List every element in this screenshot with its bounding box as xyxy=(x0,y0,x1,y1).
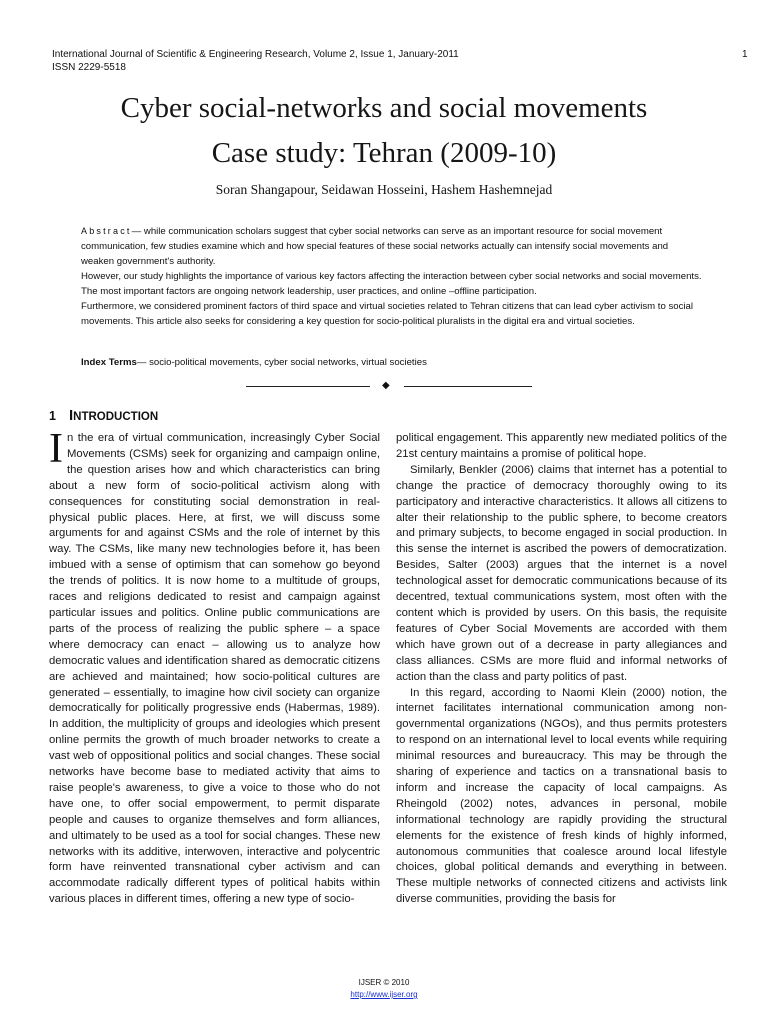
abstract xyxy=(81,224,702,329)
abstract-text-1: — while communication scholars suggest that cyber social networks can serve as an important resource for social movement communication, few studies examine which and how special features of these social networks actually can intensify social movements and weaken government's authority. xyxy=(81,226,669,267)
abstract-text-3: Furthermore, we considered prominent factors of third space and virtual societies related to Tehran citizens that can lead cyber activism to social movements. This article also seeks for considering a key question for socio-political pluralists in the digital era and virtual societies. xyxy=(81,301,693,327)
divider-right xyxy=(404,386,532,387)
index-terms-label: Index Terms xyxy=(81,357,137,368)
intro-paragraph-continued: political engagement. This apparently new mediated politics of the 21st century maintains a promise of political hope. xyxy=(396,432,727,460)
section-heading xyxy=(49,407,158,424)
section-title-rest: NTRODUCTION xyxy=(73,411,159,423)
intro-paragraph-benkler: Similarly, Benkler (2006) claims that internet has a potential to change the practice of democracy thoroughly owing to its participatory and interactive characteristics. It allows all citizens to alter their relationship to the public sphere, to become creators and primary subjects, to become engaged in social production. In this sense the internet is ascribed the powers of democratization. Besides, Salter (2003) argues that the internet is a novel technological asset for democratic communications because of its decentred, textual communications system, most often with the content which is provided by users. On this basis, the requisite features of Cyber Social Movements are accorded with them which have grown out of a decrease in party allegiances and class alliances. CSMs are more fluid and informal networks of action than the class and party politics of past. xyxy=(396,463,727,683)
left-column xyxy=(49,426,380,908)
paper-title-line2: Case study: Tehran (2009-10) xyxy=(211,137,557,169)
intro-paragraph-1: n the era of virtual communication, increasingly Cyber Social Movements (CSMs) seek for organizing and campaign online, the question arises how and which characteristics can bring about a new form of socio-political activism along with consequences for constituting social demonstration in real-physical public places. Here, at first, we will discuss some arguments for and against CSMs and the role of internet by this way. The CSMs, like many new technologies before it, has been imbued with a sense of optimism that can somehow go beyond the trends of politics. It is now home to a multitude of groups, races and religions dedicated to resist and campaign against particular issues and politics. Online public communications are parts of the process of realizing the public sphere – a space where democracy can enact – allowing us to analyze how democratic values and identification shared as democratic citizens are achieved and maintained; how socio-political cultures are generated – essentially, to imagine how civil society can organize democratically for politically progressive ends (Habermas, 1989). In addition, the multiplicity of groups and ideologies which present online permits the growth of much broader networks to create a vast web of oppositional politics and social changes. These social networks have become base to mediated activity that aims to raise people's awareness, to give a voice to those who do not have one, to offer social empowerment, to permit disparate people and causes to organize themselves and form alliances, and ultimately to be used as a tool for social changes. These new networks with its additive, interwoven, interactive and polycentric form have reinvented transnational cyber activism and can accommodate radically different types of political habits within various places in different times, offering a new type of socio- xyxy=(49,432,380,906)
index-terms xyxy=(81,357,427,368)
section-title-initial: I xyxy=(69,407,74,424)
page-number: 1 xyxy=(742,49,748,60)
drop-cap: I xyxy=(49,426,63,472)
running-header xyxy=(52,48,752,74)
abstract-text-2: However, our study highlights the importance of various key factors affecting the interaction between cyber social networks and social movements. The most important factors are ongoing network leadership, user practices, and online –offline participation. xyxy=(81,271,702,297)
intro-paragraph-klein: In this regard, according to Naomi Klein (2000) notion, the internet facilitates international communication among non-governmental organizations (NGOs), and thus permits protesters to respond on an international level to local events while requiring minimal resources and bureaucracy. This may be through the sharing of experience and tactics on a transnational basis to inform and increase the capacity of local campaigns. As Rheingold (2002) notes, advances in personal, mobile informational technology are rapidly providing the structural elements for the existence of fresh kinds of highly informed, autonomous communities that coalesce around local lifestyle choices, global political demands and everything in between. These multiple networks of connected citizens and activists link diverse communities, providing the basis for xyxy=(396,686,727,906)
author-list: Soran Shangapour, Seidawan Hosseini, Hashem Hashemnejad xyxy=(215,182,553,197)
footer-url-link[interactable]: http://www.ijser.org xyxy=(350,990,418,999)
index-terms-text: — socio-political movements, cyber social networks, virtual societies xyxy=(136,357,427,368)
paper-title-line1: Cyber social-networks and social movements xyxy=(120,92,648,124)
right-column xyxy=(396,431,727,908)
journal-citation: International Journal of Scientific & Engineering Research, Volume 2, Issue 1, January-2011 xyxy=(52,49,459,60)
footer-copyright: IJSER © 2010 xyxy=(358,978,410,987)
footer-url-wrap xyxy=(0,989,768,1000)
divider-diamond-icon: ◆ xyxy=(382,380,390,391)
issn: ISSN 2229-5518 xyxy=(52,62,126,73)
divider-left xyxy=(246,386,370,387)
abstract-label: Abstract xyxy=(81,226,132,236)
section-number: 1 xyxy=(49,409,56,423)
